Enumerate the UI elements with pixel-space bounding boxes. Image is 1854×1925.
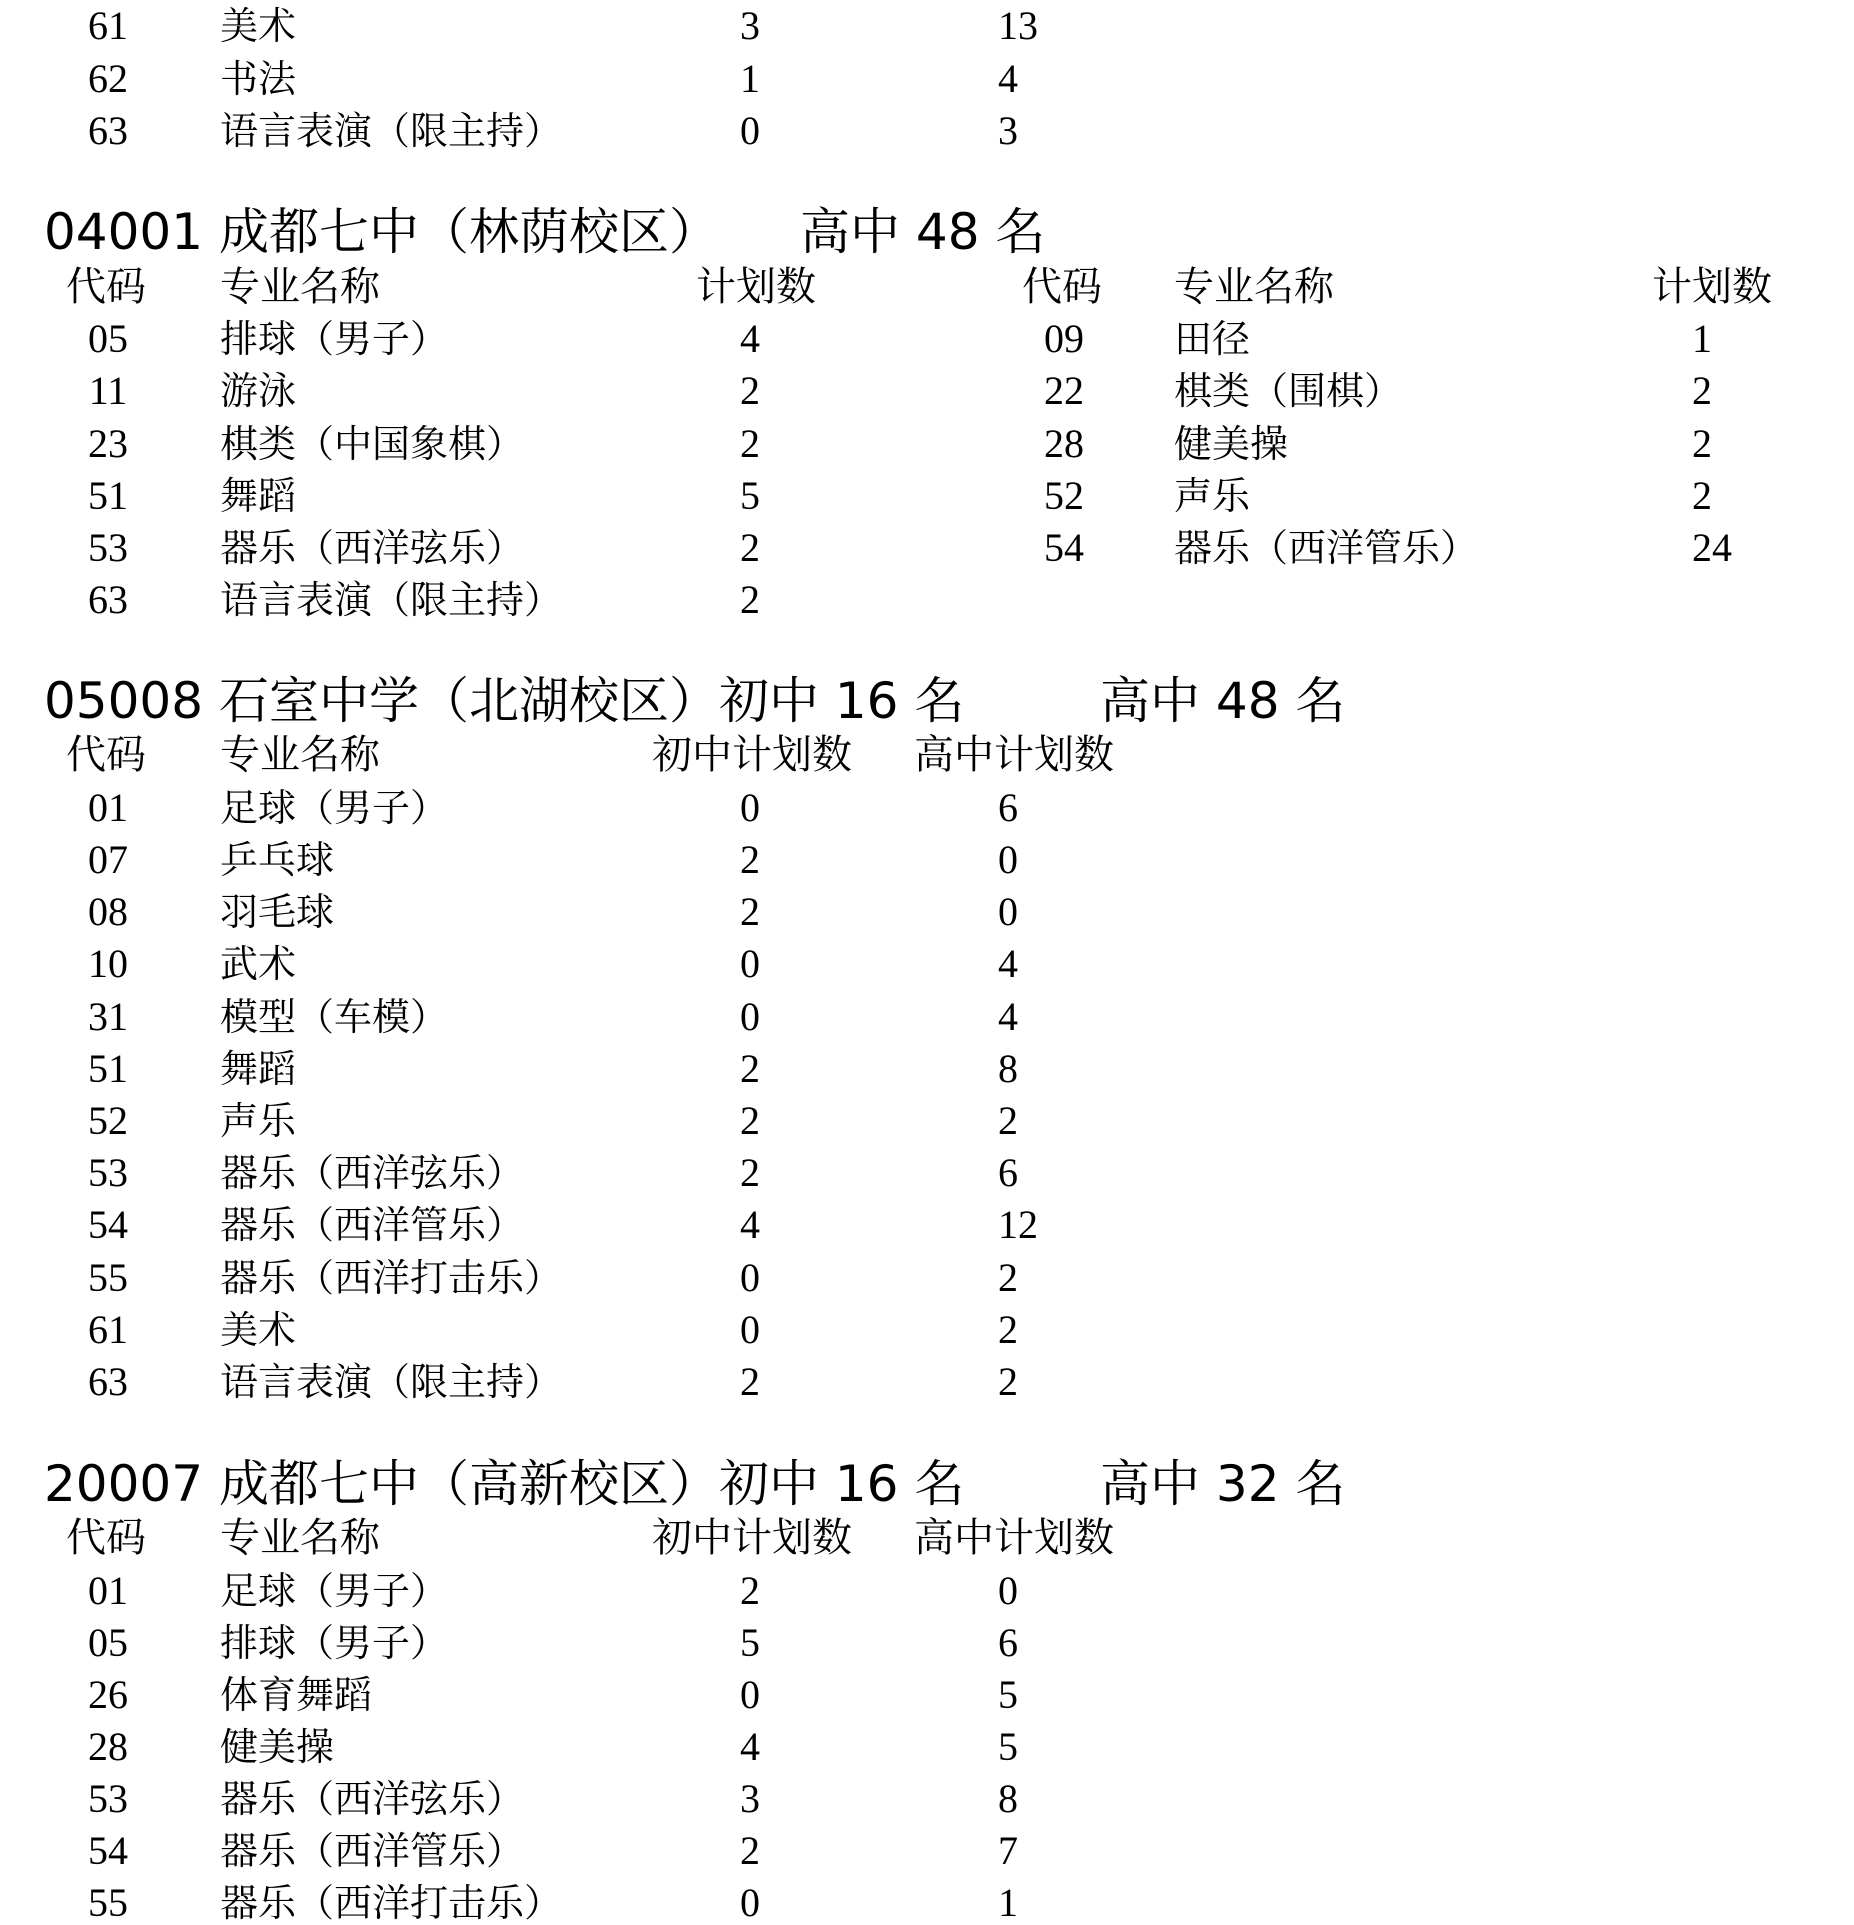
section-title: 05008 石室中学（北湖校区）初中 16 名 xyxy=(44,672,965,730)
row-name: 棋类（中国象棋） xyxy=(220,422,525,466)
row-name: 器乐（西洋弦乐） xyxy=(220,1151,525,1195)
row-code: 55 xyxy=(88,1255,128,1300)
row-name: 器乐（西洋打击乐） xyxy=(220,1256,563,1300)
row-name: 器乐（西洋管乐） xyxy=(220,1203,525,1247)
header-junior-plan: 初中计划数 xyxy=(652,1515,852,1561)
row-count: 1 xyxy=(1692,316,1712,361)
row-junior-count: 0 xyxy=(740,108,760,153)
header-code: 代码 xyxy=(1022,264,1102,310)
row-name: 乒乓球 xyxy=(220,838,335,882)
header-plan: 计划数 xyxy=(1652,264,1772,310)
row-count: 4 xyxy=(740,316,760,361)
row-code: 53 xyxy=(88,1776,128,1821)
header-senior-plan: 高中计划数 xyxy=(914,732,1114,778)
header-code: 代码 xyxy=(66,264,146,310)
row-name: 美术 xyxy=(220,4,297,48)
row-count: 2 xyxy=(740,525,760,570)
row-junior-count: 4 xyxy=(740,1202,760,1247)
header-code: 代码 xyxy=(66,1515,146,1561)
row-junior-count: 2 xyxy=(740,1046,760,1091)
row-senior-count: 4 xyxy=(998,994,1018,1039)
row-name: 声乐 xyxy=(1174,474,1251,518)
row-senior-count: 0 xyxy=(998,837,1018,882)
row-name: 语言表演（限主持） xyxy=(220,578,563,622)
header-plan: 计划数 xyxy=(696,264,816,310)
row-name: 器乐（西洋弦乐） xyxy=(220,1777,525,1821)
row-senior-count: 3 xyxy=(998,108,1018,153)
row-name: 游泳 xyxy=(220,369,297,413)
row-name: 足球（男子） xyxy=(220,786,449,830)
row-name: 器乐（西洋弦乐） xyxy=(220,526,525,570)
row-code: 01 xyxy=(88,785,128,830)
row-code: 51 xyxy=(88,1046,128,1091)
row-senior-count: 8 xyxy=(998,1776,1018,1821)
row-senior-count: 2 xyxy=(998,1255,1018,1300)
row-name: 器乐（西洋管乐） xyxy=(1174,526,1479,570)
row-senior-count: 0 xyxy=(998,889,1018,934)
row-code: 53 xyxy=(88,525,128,570)
row-name: 器乐（西洋打击乐） xyxy=(220,1881,563,1925)
row-count: 2 xyxy=(740,368,760,413)
row-code: 52 xyxy=(88,1098,128,1143)
row-code: 26 xyxy=(88,1672,128,1717)
row-junior-count: 0 xyxy=(740,1880,760,1925)
row-junior-count: 0 xyxy=(740,785,760,830)
row-code: 63 xyxy=(88,1359,128,1404)
row-name: 美术 xyxy=(220,1308,297,1352)
row-name: 排球（男子） xyxy=(220,1621,449,1665)
row-senior-count: 5 xyxy=(998,1724,1018,1769)
row-code: 01 xyxy=(88,1568,128,1613)
row-senior-count: 13 xyxy=(998,3,1038,48)
row-name: 声乐 xyxy=(220,1099,297,1143)
row-junior-count: 2 xyxy=(740,1098,760,1143)
row-code: 05 xyxy=(88,316,128,361)
header-senior-plan: 高中计划数 xyxy=(914,1515,1114,1561)
section-title: 04001 成都七中（林荫校区） xyxy=(44,203,719,261)
row-name: 羽毛球 xyxy=(220,890,335,934)
row-senior-count: 2 xyxy=(998,1098,1018,1143)
row-junior-count: 2 xyxy=(740,889,760,934)
row-code: 54 xyxy=(1044,525,1084,570)
row-code: 61 xyxy=(88,3,128,48)
header-name: 专业名称 xyxy=(220,264,380,310)
row-name: 舞蹈 xyxy=(220,474,297,518)
row-junior-count: 3 xyxy=(740,3,760,48)
section-quota: 高中 48 名 xyxy=(1100,672,1346,730)
row-senior-count: 8 xyxy=(998,1046,1018,1091)
section-quota: 高中 32 名 xyxy=(1100,1455,1346,1513)
header-name: 专业名称 xyxy=(1174,264,1334,310)
row-count: 2 xyxy=(1692,421,1712,466)
row-senior-count: 4 xyxy=(998,941,1018,986)
row-junior-count: 0 xyxy=(740,1307,760,1352)
row-name: 排球（男子） xyxy=(220,317,449,361)
row-count: 24 xyxy=(1692,525,1732,570)
row-count: 2 xyxy=(740,421,760,466)
row-name: 田径 xyxy=(1174,317,1251,361)
row-junior-count: 0 xyxy=(740,994,760,1039)
row-code: 05 xyxy=(88,1620,128,1665)
row-senior-count: 2 xyxy=(998,1307,1018,1352)
row-code: 51 xyxy=(88,473,128,518)
row-senior-count: 7 xyxy=(998,1828,1018,1873)
row-junior-count: 2 xyxy=(740,1359,760,1404)
row-code: 22 xyxy=(1044,368,1084,413)
row-code: 09 xyxy=(1044,316,1084,361)
row-count: 2 xyxy=(740,577,760,622)
row-count: 2 xyxy=(1692,368,1712,413)
row-senior-count: 6 xyxy=(998,1620,1018,1665)
row-count: 5 xyxy=(740,473,760,518)
row-senior-count: 12 xyxy=(998,1202,1038,1247)
row-senior-count: 6 xyxy=(998,785,1018,830)
row-senior-count: 0 xyxy=(998,1568,1018,1613)
row-name: 舞蹈 xyxy=(220,1047,297,1091)
row-code: 52 xyxy=(1044,473,1084,518)
row-junior-count: 3 xyxy=(740,1776,760,1821)
row-code: 31 xyxy=(88,994,128,1039)
row-senior-count: 4 xyxy=(998,56,1018,101)
row-junior-count: 2 xyxy=(740,1568,760,1613)
row-junior-count: 2 xyxy=(740,837,760,882)
row-code: 63 xyxy=(88,577,128,622)
row-name: 足球（男子） xyxy=(220,1569,449,1613)
row-code: 54 xyxy=(88,1202,128,1247)
row-senior-count: 1 xyxy=(998,1880,1018,1925)
row-name: 书法 xyxy=(220,57,297,101)
row-code: 10 xyxy=(88,941,128,986)
row-senior-count: 6 xyxy=(998,1150,1018,1195)
row-name: 模型（车模） xyxy=(220,995,449,1039)
row-junior-count: 0 xyxy=(740,1672,760,1717)
row-name: 武术 xyxy=(220,942,297,986)
row-code: 55 xyxy=(88,1880,128,1925)
row-code: 63 xyxy=(88,108,128,153)
row-code: 23 xyxy=(88,421,128,466)
header-code: 代码 xyxy=(66,732,146,778)
row-name: 语言表演（限主持） xyxy=(220,109,563,153)
section-quota: 高中 48 名 xyxy=(800,203,1046,261)
row-junior-count: 2 xyxy=(740,1828,760,1873)
row-code: 62 xyxy=(88,56,128,101)
row-junior-count: 5 xyxy=(740,1620,760,1665)
row-code: 54 xyxy=(88,1828,128,1873)
row-count: 2 xyxy=(1692,473,1712,518)
row-name: 体育舞蹈 xyxy=(220,1673,373,1717)
row-junior-count: 0 xyxy=(740,1255,760,1300)
row-code: 08 xyxy=(88,889,128,934)
row-junior-count: 1 xyxy=(740,56,760,101)
header-name: 专业名称 xyxy=(220,1515,380,1561)
row-name: 健美操 xyxy=(220,1725,335,1769)
row-code: 28 xyxy=(88,1724,128,1769)
row-name: 器乐（西洋管乐） xyxy=(220,1829,525,1873)
row-name: 语言表演（限主持） xyxy=(220,1360,563,1404)
row-code: 53 xyxy=(88,1150,128,1195)
header-junior-plan: 初中计划数 xyxy=(652,732,852,778)
row-junior-count: 4 xyxy=(740,1724,760,1769)
row-code: 07 xyxy=(88,837,128,882)
row-code: 28 xyxy=(1044,421,1084,466)
section-title: 20007 成都七中（高新校区）初中 16 名 xyxy=(44,1455,965,1513)
row-junior-count: 2 xyxy=(740,1150,760,1195)
header-name: 专业名称 xyxy=(220,732,380,778)
row-name: 健美操 xyxy=(1174,422,1289,466)
row-code: 61 xyxy=(88,1307,128,1352)
row-senior-count: 2 xyxy=(998,1359,1018,1404)
row-name: 棋类（围棋） xyxy=(1174,369,1403,413)
row-junior-count: 0 xyxy=(740,941,760,986)
row-code: 11 xyxy=(88,368,128,413)
row-senior-count: 5 xyxy=(998,1672,1018,1717)
